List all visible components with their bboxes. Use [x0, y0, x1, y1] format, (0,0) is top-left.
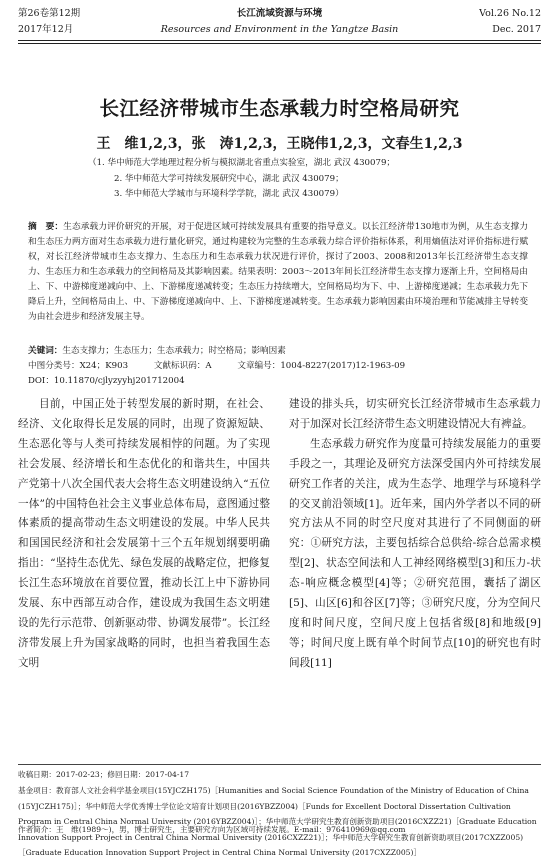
journal-date: 2017年12月	[18, 24, 74, 35]
footnote-rule	[18, 764, 541, 765]
affiliation-3: 3. 华中师范大学城市与环境科学学院，湖北 武汉 430079）	[114, 189, 344, 199]
affiliation-1: （1. 华中师范大学地理过程分析与模拟湖北省重点实验室，湖北 武汉 430079；	[88, 158, 396, 168]
paper-title: 长江经济带城市生态承载力时空格局研究	[99, 97, 460, 120]
keywords-label: 关键词：	[28, 346, 63, 356]
journal-volume: 第26卷第12期	[18, 8, 81, 19]
body-paragraph: 建设的排头兵，切实研究长江经济带城市生态承载力对于加深对长江经济带生态文明建设情况大有裨益。	[289, 398, 541, 430]
left-column	[18, 395, 270, 674]
keywords	[28, 344, 286, 359]
abstract-text: 生态承载力评价研究的开展，对于促进区域可持续发展具有重要的指导意义。以长江经济带130地市为例，从生态支撑力和生态压力两方面对生态承载力进行量化研究，通过构建较为完整的生态承载力综合评价指标体系，利用熵值法对评价指标进行赋权，对长江经济带城市生态支撑力、生态压力和生态承载力状况进行评价，探讨了2003、2008和2013年长江经济带生态支撑力、生态压力和生态承载力的空间格局及其影响因素。结果表明：2003～2013年间长江经济带生态支撑力逐渐上升，空间格局由上、下、中游梯度递减向中、上、下游梯度递减转变；生态压力持续增大，空间格局均为下、中、上游梯度递减；生态承载力先下降后上升，空间格局由上、中、下游梯度递减向中、上、下游梯度递减转变。生态承载力影响因素由环境治理和节能减排主导转变为由社会进步和经济发展主导。	[28, 222, 529, 322]
journal-title-cn: 长江流域资源与环境	[236, 8, 323, 19]
doi: DOI：10.11870/cjlyzyyhj201712004	[28, 376, 185, 386]
footnote-funding: 基金项目：教育部人文社会科学基金项目(15YJCZH175)［Humanities and Social Science Foundation of the Ministry of Education of China (15YJCZH175)］；华中师范大学优秀博士学位论文培育计划项目(2016YBZZ004)［Funds for Excellent Doctoral Dissertation Cultivation Program in Central China Normal University (2016YBZZ004)］；华中师范大学研究生教育创新资助项目(2016CXZZ21)［Graduate Education Innovation Support Project in Central China Normal University (2016CXZZ21)］；华中师范大学研究生教育创新资助项目(2017CXZZ005)［Graduate Education Innovation Support Project in Central China Normal University (2017CXZZ005)］	[18, 786, 537, 857]
authors: 王 维1,2,3，张 涛1,2,3，王晓伟1,2,3，文春生1,2,3	[96, 136, 463, 152]
header-rule-bottom	[18, 43, 541, 44]
header-rule-top	[18, 40, 541, 41]
affiliation-2: 2. 华中师范大学可持续发展研究中心，湖北 武汉 430079；	[114, 174, 344, 184]
journal-volume-en: Vol.26 No.12	[479, 8, 541, 19]
journal-date-en: Dec. 2017	[492, 24, 541, 35]
keywords-text: 生态支撑力；生态压力；生态承载力；时空格局；影响因素	[62, 346, 286, 356]
body-paragraph: 生态承载力研究作为度量可持续发展能力的重要手段之一，其理论及研究方法深受国内外可持续发展研究工作者的关注，成为生态学、地理学与环境科学的交叉前沿领域[1]。近年来，国内外学者以不同的研究方法从不同的时空尺度对其进行了不同侧面的研究：①研究方法，主要包括综合总供给-综合总需求模型[2]、状态空间法和人工神经网络模型[3]和压力-状态-响应概念模型[4]等；②研究范围，囊括了湖区[5]、山区[6]和谷区[7]等；③研究尺度，分为空间尺度和时间尺度，空间尺度上包括省级[8]和地级[9]等；时间尺度上既有单个时间节点[10]的研究也有时间段[11]	[289, 437, 541, 669]
body-paragraph: 目前，中国正处于转型发展的新时期，在社会、经济、文化取得长足发展的同时，出现了资源短缺、生态恶化等与人类可持续发展相悖的问题。为了实现社会发展、经济增长和生态优化的和谐共生，中国共产党第十八次全国代表大会将生态文明建设纳入“五位一体”的中国特色社会主义事业总体布局，意图通过整体素质的提高带动生态文明建设的发展。中华人民共和国国民经济和社会发展第十三个五年规划纲要明确指出：“坚持生态优先、绿色发展的战略定位，把修复长江生态环境放在首要位置，推动长江上中下游协同发展、东中西部互动合作，建设成为我国生态文明建设的先行示范带、创新驱动带、协调发展带”。长江经济带发展上升为国家战略的同时，也担当着我国生态文明	[18, 398, 270, 669]
classification: 中图分类号：X24；K903 文献标识码：A 文章编号：1004-8227(2017)12-1963-09	[28, 361, 406, 371]
footnote-received: 收稿日期：2017-02-23；修回日期：2017-04-17	[18, 770, 190, 779]
abstract-label: 摘 要：	[28, 222, 64, 232]
abstract	[28, 220, 528, 325]
journal-title-en: Resources and Environment in the Yangtze Basin	[160, 24, 399, 35]
footnote-author: 作者简介：王 维(1989～)，男，博士研究生，主要研究方向为区域可持续发展。E-mail：976410969@qq.com	[18, 825, 406, 834]
right-column	[289, 395, 541, 674]
